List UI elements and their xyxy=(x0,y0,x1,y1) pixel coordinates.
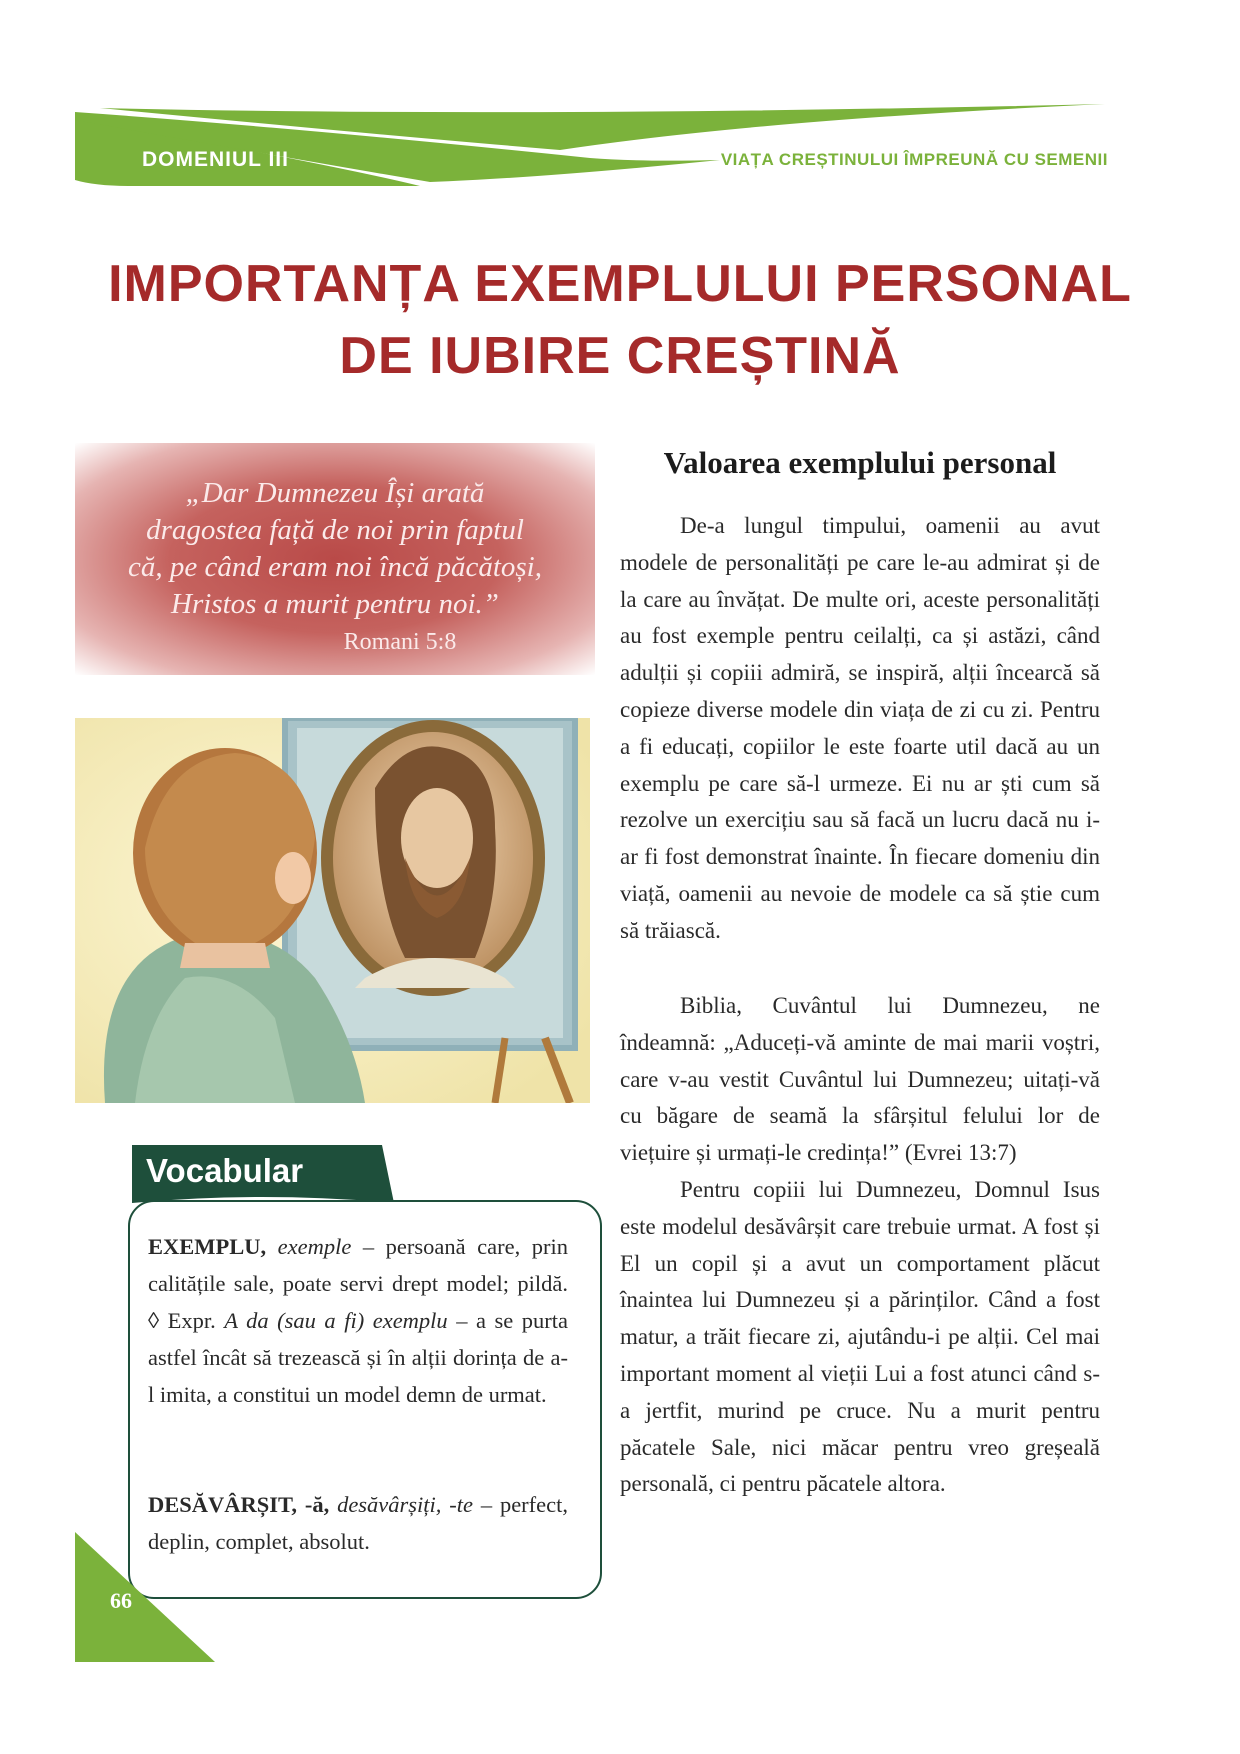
quote-line-3: că, pe când eram noi încă păcătoși, xyxy=(128,551,542,583)
vocab-definition-cont: – a se purta astfel încât să trezească și în alții dorința de a-l imita, a constitui un model demn de urmat. xyxy=(148,1308,568,1407)
vocab-definition: – persoană care, prin calitățile sale, poate servi drept model; pildă. ◊ Expr. xyxy=(148,1234,569,1333)
quote-reference: Romani 5:8 xyxy=(343,629,457,655)
domain-label: DOMENIUL III xyxy=(142,148,289,171)
vocabulary-entry-exemplu xyxy=(148,1228,568,1413)
bible-quote-box xyxy=(75,443,595,675)
paragraph-3: Pentru copiii lui Dumnezeu, Domnul Isus este modelul desăvârșit care trebuie urmat. A fost și El un copil și a avut un comportament plăcut înaintea lui Dumnezeu și a părinților. Când a fost matur, a trăit fiecare zi, ajutându-i pe alții. Cel mai important moment al vieții Lui a fost atunci când s-a jertfit, murind pe cruce. Nu a murit pentru păcatele Sale, nici măcar pentru vreo greșeală personală, ci pentru păcatele altora. xyxy=(620,1177,1100,1497)
quote-line-2: dragostea față de noi prin faptul xyxy=(146,514,524,546)
vocab-forms: desăvârșiți, -te xyxy=(337,1492,474,1517)
boy-mirror-illustration xyxy=(75,718,590,1103)
quote-line-1: „Dar Dumnezeu Își arată xyxy=(185,477,485,509)
paragraph-1: De-a lungul timpului, oamenii au avut modele de personalități pe care le-au admirat și de la care au învățat. De multe ori, aceste personalități au fost exemple pentru ceilalți, ca și astăzi, când adulții și copiii admiră, se inspiră, alții încearcă să copieze diverse modele din viața de zi cu zi. Pentru a fi educați, copiilor le este foarte util dacă au un exemplu pe care să-l urmeze. Ei nu ar ști cum să rezolve un exercițiu sau să facă un lucru dacă nu i-ar fi fost demonstrat înainte. În fiecare domeniu din viață, oamenii au nevoie de modele ca să știe cum să trăiască. xyxy=(620,513,1100,943)
vocab-definition: – perfect, deplin, complet, absolut. xyxy=(148,1492,569,1554)
page-corner-triangle xyxy=(75,1532,215,1662)
title-line-2: DE IUBIRE CREȘTINĂ xyxy=(339,327,901,385)
vocab-term: DESĂVÂRȘIT, xyxy=(148,1492,297,1517)
bible-quote xyxy=(75,475,595,623)
title-line-1: IMPORTANȚA EXEMPLULUI PERSONAL xyxy=(108,255,1132,313)
quote-line-4: Hristos a murit pentru noi.” xyxy=(171,588,499,620)
vocab-forms: exemple xyxy=(277,1234,352,1259)
section-heading: Valoarea exemplului personal xyxy=(663,445,1057,480)
chapter-label: VIAȚA CREȘTINULUI ÎMPREUNĂ CU SEMENII xyxy=(720,150,1108,169)
page-title xyxy=(100,248,1140,392)
vocab-suffix: -ă, xyxy=(297,1492,330,1517)
vocab-expression: A da (sau a fi) exemplu xyxy=(224,1308,448,1333)
paragraph-2: Biblia, Cuvântul lui Dumnezeu, ne îndeamnă: „Aduceți-vă aminte de mai marii voștri, care v-au vestit Cuvântul lui Dumnezeu; uitați-vă cu băgare de seamă la sfârșitul felului lor de viețuire și urmați-le credința!” (Evrei 13:7) xyxy=(620,993,1100,1166)
vocabulary-title: Vocabular xyxy=(146,1152,304,1189)
vocab-term: EXEMPLU, xyxy=(148,1234,267,1259)
page-number: 66 xyxy=(110,1588,132,1613)
